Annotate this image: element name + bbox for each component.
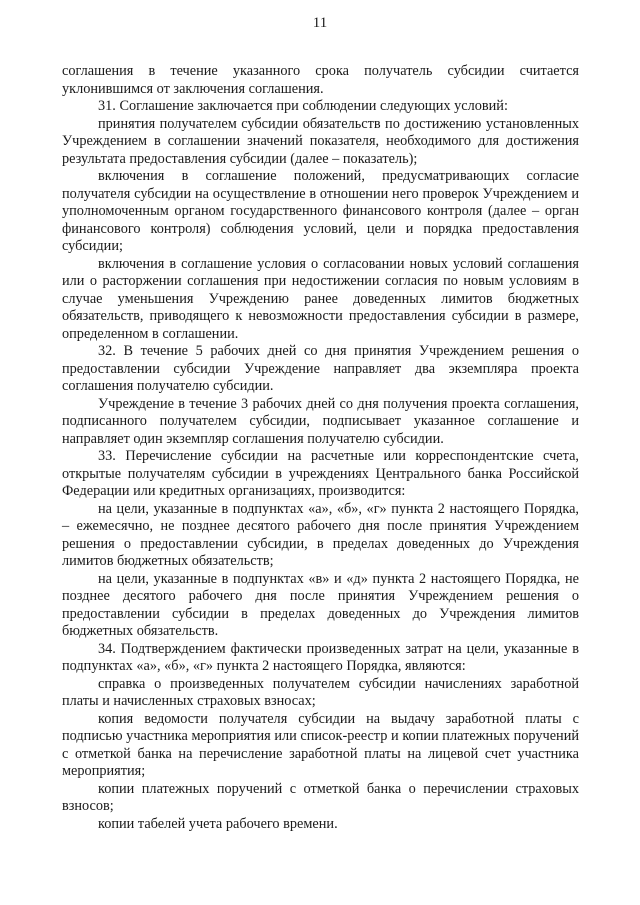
paragraph-transfer-once: на цели, указанные в подпунктах «в» и «д» пункта 2 настоящего Порядка, не позднее десятого рабочего дня после принятия Учреждением решения о предоставлении субсидии в пределах доведенных до Учреждения лимитов бюджетных обязательств.: [62, 570, 579, 639]
paragraph-timesheets: копии табелей учета рабочего времени.: [98, 815, 338, 832]
paragraph-insurance-orders: копии платежных поручений с отметкой банка о перечислении страховых взносов;: [62, 780, 579, 814]
paragraph-transfer-monthly: на цели, указанные в подпунктах «а», «б», «г» пункта 2 настоящего Порядка, – ежемесячно, не позднее десятого рабочего дня после принятия Учреждением решения о предоставлении субсидии, в пределах доведенных до Учреждения лимитов бюджетных обязательств;: [62, 500, 579, 569]
paragraph-condition-inspections: включения в соглашение положений, предусматривающих согласие получателя субсидии на осуществление в отношении него проверок Учреждением и уполномоченным органом государственного финансового контроля (далее – орган финансового контроля) соблюдения условий, цели и порядка предоставления субсидии;: [62, 168, 579, 254]
document-body: [62, 63, 579, 833]
paragraph-payroll-copy: копия ведомости получателя субсидии на выдачу заработной платы с подписью участника мероприятия или список-реестр и копии платежных поручений с отметкой банка на перечисление заработной платы на лицевой счет участника мероприятия;: [62, 710, 579, 779]
paragraph-continuation: соглашения в течение указанного срока получатель субсидии считается уклонившимся от заключения соглашения.: [62, 63, 579, 97]
paragraph-clause-34: 34. Подтверждением фактически произведенных затрат на цели, указанные в подпунктах «а», «б», «г» пункта 2 настоящего Порядка, являются:: [62, 640, 579, 674]
page-number: 11: [312, 15, 328, 31]
paragraph-clause-32: 32. В течение 5 рабочих дней со дня принятия Учреждением решения о предоставлении субсидии Учреждение направляет два экземпляра проекта соглашения получателю субсидии.: [62, 343, 579, 394]
paragraph-clause-31: 31. Соглашение заключается при соблюдении следующих условий:: [98, 98, 508, 114]
paragraph-salary-certificate: справка о произведенных получателем субсидии начислениях заработной платы и начисленных страховых взносах;: [62, 675, 579, 709]
paragraph-condition-new-terms: включения в соглашение условия о согласовании новых условий соглашения или о расторжении соглашения при недостижении согласия по новым условиям в случае уменьшения Учреждению ранее доведенных лимитов бюджетных обязательств, приводящего к невозможности предоставления субсидии в размере, определенном в соглашении.: [62, 255, 579, 342]
paragraph-signing: Учреждение в течение 3 рабочих дней со дня получения проекта соглашения, подписанного получателем субсидии, подписывает указанное соглашение и направляет один экземпляр соглашения получателю субсидии.: [62, 395, 579, 447]
paragraph-clause-33: 33. Перечисление субсидии на расчетные или корреспондентские счета, открытые получателям субсидии в учреждениях Центрального банка Российской Федерации или кредитных организациях, производится:: [62, 448, 579, 499]
paragraph-condition-obligations: принятия получателем субсидии обязательств по достижению установленных Учреждением в соглашении значений показателя, необходимого для достижения результата предоставления субсидии (далее – показатель);: [62, 115, 579, 167]
